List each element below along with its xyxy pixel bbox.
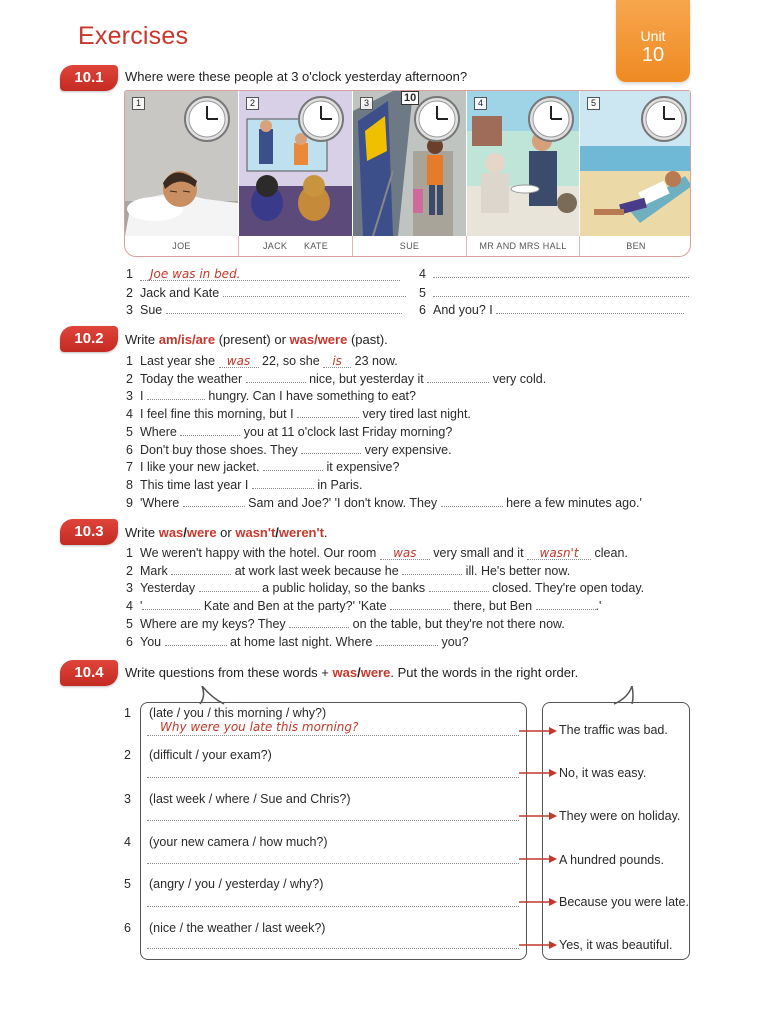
panel-1-illustration: [125, 91, 238, 236]
response-text: Because you were late.: [559, 895, 689, 909]
answer-field[interactable]: [441, 497, 503, 507]
clock-icon: [640, 95, 688, 143]
answer-field[interactable]: [171, 565, 231, 575]
unit-tab: [616, 0, 690, 82]
arrow-icon: [519, 726, 557, 736]
answer-field[interactable]: [402, 565, 462, 575]
answer-field[interactable]: [536, 600, 596, 610]
question-number: 4: [124, 835, 131, 849]
panel-4-illustration: [467, 91, 579, 236]
train-sign: 10: [401, 91, 419, 105]
question-answer[interactable]: Why were you late this morning?: [160, 720, 359, 734]
answer-field[interactable]: [297, 408, 359, 418]
answer-line[interactable]: [147, 948, 519, 949]
exercise-item: 4 ' Kate and Ben at the party?' 'Kate there, but Ben .': [126, 599, 602, 613]
answer-field[interactable]: wasn't: [527, 547, 591, 560]
question-number: 6: [124, 921, 131, 935]
answer-field[interactable]: [496, 304, 684, 314]
exercise-item: 5 Where are my keys? They on the table, but they're not there now.: [126, 617, 565, 631]
exercise-item: 3 I hungry. Can I have something to eat?: [126, 389, 416, 403]
exercise-item: 7 I like your new jacket. it expensive?: [126, 460, 400, 474]
response-text: A hundred pounds.: [559, 853, 664, 867]
answer-field[interactable]: [246, 373, 306, 383]
panel-number: 4: [474, 97, 487, 110]
exercise-badge-10-1: 10.1: [60, 65, 118, 91]
answer-line[interactable]: [147, 735, 519, 736]
panel-caption: SUE: [353, 236, 467, 257]
exercise-instruction-10-1: Where were these people at 3 o'clock yesterday afternoon?: [125, 69, 468, 84]
response-text: They were on holiday.: [559, 809, 681, 823]
exercise-item: 6 Don't buy those shoes. They very expensive.: [126, 443, 452, 457]
answer-field[interactable]: [376, 636, 438, 646]
answer-field[interactable]: [165, 636, 227, 646]
answer-field[interactable]: [263, 461, 323, 471]
question-prompt: (your new camera / how much?): [149, 835, 328, 849]
arrow-icon: [519, 811, 557, 821]
answer-field[interactable]: [223, 287, 406, 297]
answer-line[interactable]: [147, 906, 519, 907]
exercise-badge-10-3: 10.3: [60, 519, 118, 545]
page-title: Exercises: [78, 22, 189, 50]
answer-field[interactable]: [301, 444, 361, 454]
question-number: 1: [124, 706, 131, 720]
clock-icon: [297, 95, 345, 143]
question-prompt: (last week / where / Sue and Chris?): [149, 792, 351, 806]
exercise-item: 3 Yesterday a public holiday, so the banks closed. They're open today.: [126, 581, 645, 595]
answer-row: 6 And you? I: [419, 303, 684, 317]
question-prompt: (difficult / your exam?): [149, 748, 272, 762]
exercise-badge-10-2: 10.2: [60, 326, 118, 352]
panel-2-illustration: [239, 91, 352, 236]
exercise-badge-10-4: 10.4: [60, 660, 118, 686]
arrow-icon: [519, 940, 557, 950]
answer-field[interactable]: [433, 268, 689, 278]
panel-number: 3: [360, 97, 373, 110]
responses-box: [542, 702, 690, 960]
clock-icon: [183, 95, 231, 143]
answer-line[interactable]: [147, 863, 519, 864]
exercise-item: 2 Mark at work last week because he ill. He's better now.: [126, 564, 571, 578]
exercise-instruction-10-3: Write was/were or wasn't/weren't.: [125, 525, 328, 540]
panel-number: 2: [246, 97, 259, 110]
answer-line[interactable]: [147, 777, 519, 778]
answer-field[interactable]: [180, 426, 240, 436]
answer-field[interactable]: is: [323, 355, 351, 368]
answer-field[interactable]: was: [219, 355, 259, 368]
panel-5-illustration: [580, 91, 691, 236]
answer-field[interactable]: [183, 497, 245, 507]
answer-field[interactable]: [390, 600, 450, 610]
answer-field[interactable]: [433, 287, 689, 297]
answer-row: 2 Jack and Kate: [126, 286, 406, 300]
answer-field[interactable]: [289, 618, 349, 628]
response-text: No, it was easy.: [559, 766, 647, 780]
exercise-item: 5 Where you at 11 o'clock last Friday morning?: [126, 425, 453, 439]
unit-label: Unit: [640, 28, 666, 44]
arrow-icon: [519, 854, 557, 864]
arrow-icon: [519, 768, 557, 778]
question-prompt: (nice / the weather / last week?): [149, 921, 326, 935]
exercise-item: 8 This time last year I in Paris.: [126, 478, 363, 492]
exercise-item: 1 Last year she was 22, so she is 23 now.: [126, 354, 398, 368]
picture-strip: [124, 90, 691, 257]
exercise-item: 1 We weren't happy with the hotel. Our room was very small and it wasn't clean.: [126, 546, 628, 560]
answer-field[interactable]: [147, 390, 205, 400]
answer-field[interactable]: [166, 304, 402, 314]
unit-number: 10: [641, 44, 665, 66]
panel-3-illustration: [353, 91, 466, 236]
answer-row: 4: [419, 267, 689, 281]
question-number: 3: [124, 792, 131, 806]
clock-icon: [413, 95, 461, 143]
answer-line[interactable]: [147, 820, 519, 821]
response-text: The traffic was bad.: [559, 723, 668, 737]
answer-field[interactable]: [252, 479, 314, 489]
panel-caption: BEN: [626, 241, 646, 251]
answer-row: 1 Joe was in bed.: [126, 267, 400, 281]
exercise-item: 6 You at home last night. Where you?: [126, 635, 469, 649]
question-prompt: (late / you / this morning / why?): [149, 706, 327, 720]
answer-field[interactable]: Joe was in bed.: [140, 268, 400, 281]
answer-field[interactable]: [429, 582, 489, 592]
answer-field[interactable]: [142, 600, 200, 610]
exercise-item: 2 Today the weather nice, but yesterday it very cold.: [126, 372, 547, 386]
answer-field[interactable]: [427, 373, 489, 383]
exercise-instruction-10-4: Write questions from these words + was/were. Put the words in the right order.: [125, 665, 579, 680]
answer-row: 5: [419, 286, 689, 300]
question-prompt: (angry / you / yesterday / why?): [149, 877, 324, 891]
answer-field[interactable]: [199, 582, 259, 592]
exercise-instruction-10-2: Write am/is/are (present) or was/were (past).: [125, 332, 388, 347]
arrow-icon: [519, 897, 557, 907]
panel-number: 1: [132, 97, 145, 110]
panel-number: 5: [587, 97, 600, 110]
exercise-item: 4 I feel fine this morning, but I very tired last night.: [126, 407, 471, 421]
question-number: 5: [124, 877, 131, 891]
clock-icon: [527, 95, 575, 143]
answer-row: 3 Sue: [126, 303, 402, 317]
panel-caption: JOE: [125, 236, 239, 257]
answer-field[interactable]: was: [380, 547, 430, 560]
question-number: 2: [124, 748, 131, 762]
response-text: Yes, it was beautiful.: [559, 938, 673, 952]
panel-caption: MR AND MRS HALL: [467, 236, 580, 257]
panel-caption: JACK KATE: [239, 236, 353, 257]
exercise-item: 9 'Where Sam and Joe?' 'I don't know. They here a few minutes ago.': [126, 496, 642, 510]
